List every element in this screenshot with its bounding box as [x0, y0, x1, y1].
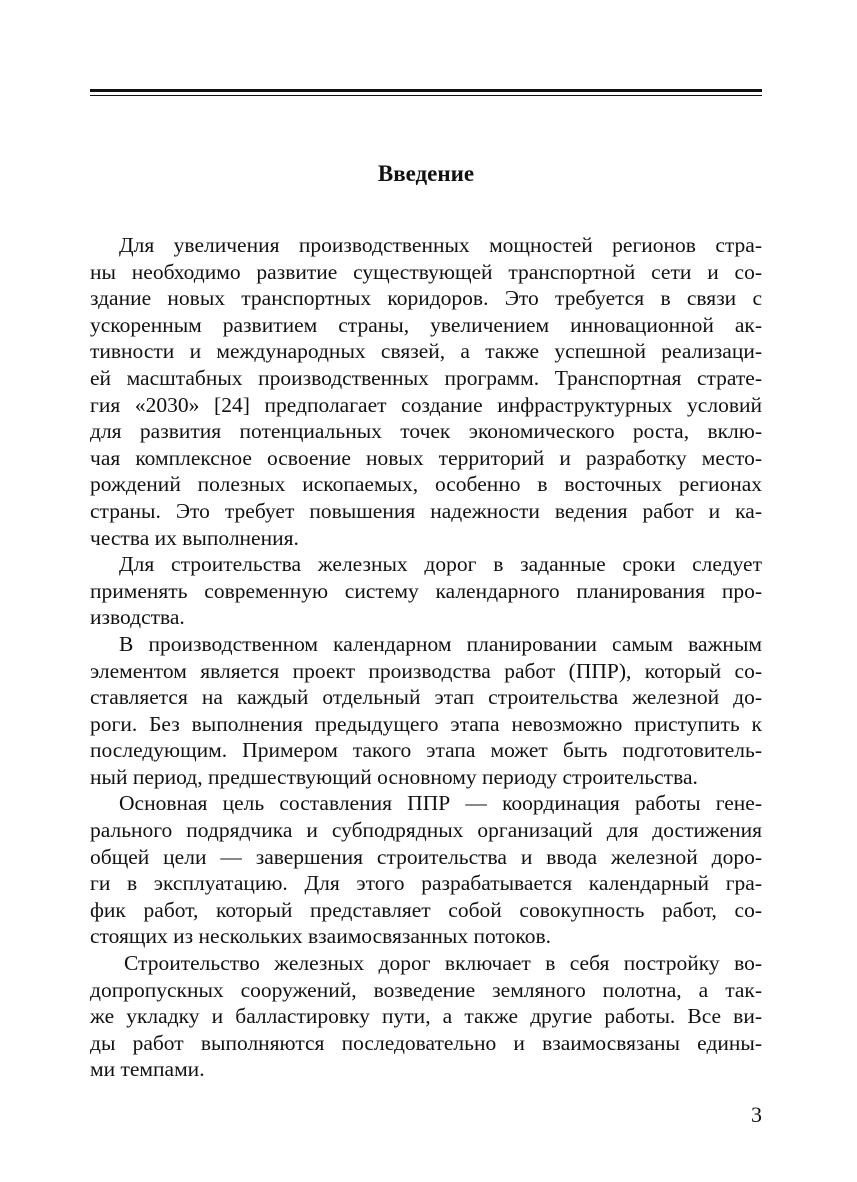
text-line: ный период, предшествующий основному периоду строительства. [90, 764, 698, 789]
text-line: чая комплексное освоение новых территорий и разработку место- [90, 445, 762, 470]
header-rule-thin [90, 95, 762, 96]
text-line: допропускных сооружений, возведение земляного полотна, а так- [90, 977, 762, 1002]
text-line: фик работ, который представляет собой совокупность работ, со- [90, 897, 762, 922]
text-line: элементом является проект производства работ (ППР), который со- [90, 658, 762, 683]
text-line: роги. Без выполнения предыдущего этапа невозможно приступить к [90, 711, 762, 736]
text-line: страны. Это требует повышения надежности ведения работ и ка- [90, 498, 762, 523]
paragraph-4 [90, 790, 762, 950]
paragraph-2 [90, 551, 762, 631]
text-line: же укладку и балластировку пути, а также другие работы. Все ви- [90, 1004, 762, 1029]
text-line: тивности и международных связей, а также успешной реализаци- [90, 339, 762, 364]
page-number: 3 [751, 1102, 762, 1127]
text-line: ускоренным развитием страны, увеличением инновационной ак- [90, 312, 762, 337]
text-line: Основная цель составления ППР — координация работы гене- [119, 791, 762, 816]
text-line: рождений полезных ископаемых, особенно в восточных регионах [90, 472, 762, 497]
text-line: Строительство железных дорог включает в себя постройку во- [124, 951, 762, 976]
text-line: ны необходимо развитие существующей транспортной сети и со- [90, 259, 762, 284]
text-line: применять современную систему календарного планирования про- [90, 578, 762, 603]
text-line: Для увеличения производственных мощностей регионов стра- [119, 233, 762, 257]
text-line: Для строительства железных дорог в заданные сроки следует [119, 552, 762, 577]
text-line: ей масштабных производственных программ. Транспортная страте- [90, 365, 762, 390]
text-line: ды работ выполняются последовательно и взаимосвязаны едины- [90, 1030, 762, 1055]
body-text [90, 232, 762, 1083]
text-line: ставляется на каждый отдельный этап строительства железной до- [90, 685, 762, 710]
text-line: ми темпами. [90, 1057, 205, 1082]
text-line: стоящих из нескольких взаимосвязанных потоков. [90, 924, 551, 949]
paragraph-3 [90, 631, 762, 791]
paragraph-1 [90, 232, 762, 551]
page-title: Введение [377, 161, 475, 186]
header-rule-thick [90, 89, 762, 92]
text-line: изводства. [90, 605, 185, 630]
text-line: чества их выполнения. [90, 525, 299, 550]
text-line: рального подрядчика и субподрядных организаций для достижения [90, 818, 762, 843]
text-line: В производственном календарном планировании самым важным [119, 631, 762, 656]
text-line: здание новых транспортных коридоров. Это требуется в связи с [90, 286, 762, 311]
text-line: для развития потенциальных точек экономического роста, вклю- [90, 419, 762, 444]
text-line: ги в эксплуатацию. Для этого разрабатывается календарный гра- [90, 871, 762, 896]
text-line: гия «2030» [24] предполагает создание инфраструктурных условий [90, 392, 762, 417]
text-line: общей цели — завершения строительства и ввода железной доро- [90, 844, 762, 869]
paragraph-5 [90, 950, 762, 1083]
text-line: последующим. Примером такого этапа может быть подготовитель- [90, 738, 762, 763]
